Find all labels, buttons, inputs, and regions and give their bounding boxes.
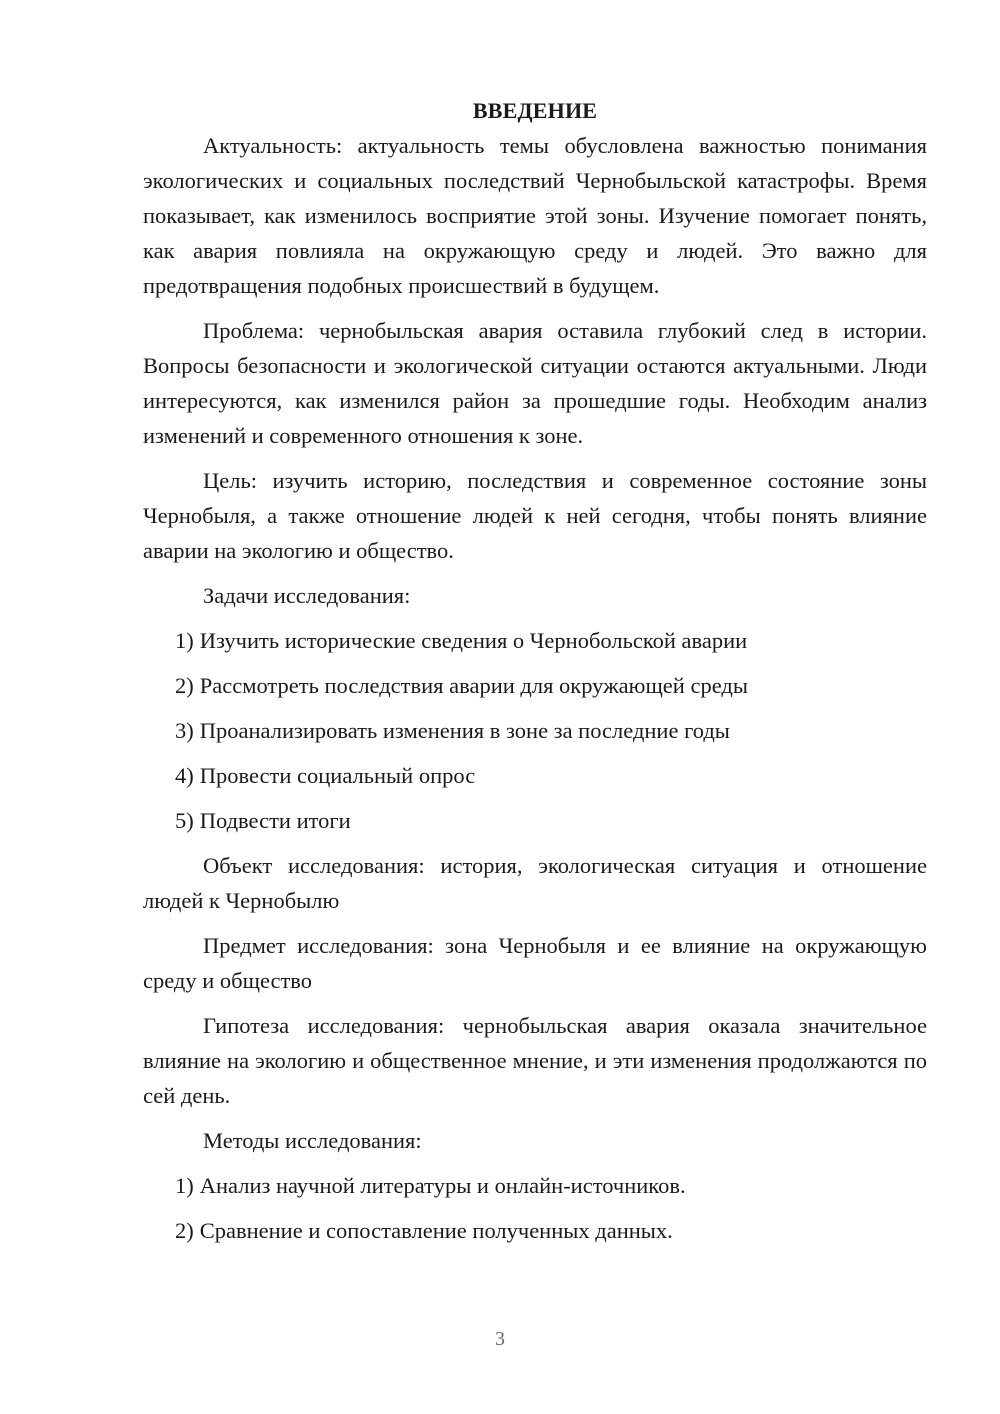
hypothesis-paragraph: Гипотеза исследования: чернобыльская авария оказала значительное влияние на экологию и общественное мнение, и эти изменения продолжаются по сей день. xyxy=(143,1013,927,1108)
list-item xyxy=(175,713,927,748)
list-item-text: Изучить исторические сведения о Чернобольской аварии xyxy=(199,628,748,653)
list-item-text: Сравнение и сопоставление полученных данных. xyxy=(199,1218,673,1243)
list-item-text: Анализ научной литературы и онлайн-источников. xyxy=(199,1173,686,1198)
list-item xyxy=(175,803,927,838)
problem-paragraph: Проблема: чернобыльская авария оставила глубокий след в истории. Вопросы безопасности и экологической ситуации остаются актуальными. Люди интересуются, как изменился район за прошедшие годы. Необходим анализ изменений и современного отношения к зоне. xyxy=(143,318,927,448)
relevance-paragraph: Актуальность: актуальность темы обусловлена важностью понимания экологических и социальных последствий Чернобыльской катастрофы. Время показывает, как изменилось восприятие этой зоны. Изучение помогает понять, как авария повлияла на окружающую среду и людей. Это важно для предотвращения подобных происшествий в будущем. xyxy=(143,133,927,298)
object-paragraph: Объект исследования: история, экологическая ситуация и отношение людей к Чернобылю xyxy=(143,853,927,913)
list-item xyxy=(175,668,927,703)
list-item-text: Провести социальный опрос xyxy=(199,763,476,788)
goal-paragraph: Цель: изучить историю, последствия и современное состояние зоны Чернобыля, а также отношение людей к ней сегодня, чтобы понять влияние аварии на экологию и общество. xyxy=(143,468,927,563)
list-item xyxy=(175,758,927,793)
list-item xyxy=(175,623,927,658)
list-item-number: 2) xyxy=(175,673,194,698)
list-item-number: 2) xyxy=(175,1218,194,1243)
list-item-number: 3) xyxy=(175,718,194,743)
document-body xyxy=(143,93,927,1258)
list-item-number: 1) xyxy=(175,1173,194,1198)
section-title: ВВЕДЕНИЕ xyxy=(472,98,598,123)
list-item xyxy=(175,1168,927,1203)
methods-list xyxy=(143,1168,927,1248)
methods-heading: Методы исследования: xyxy=(203,1128,422,1153)
list-item xyxy=(175,1213,927,1248)
subject-paragraph: Предмет исследования: зона Чернобыля и ее влияние на окружающую среду и общество xyxy=(143,933,927,993)
tasks-heading: Задачи исследования: xyxy=(203,583,411,608)
page-number: 3 xyxy=(495,1328,505,1350)
list-item-number: 5) xyxy=(175,808,194,833)
list-item-text: Рассмотреть последствия аварии для окружающей среды xyxy=(199,673,748,698)
tasks-list xyxy=(143,623,927,838)
list-item-text: Подвести итоги xyxy=(199,808,351,833)
list-item-number: 4) xyxy=(175,763,194,788)
list-item-number: 1) xyxy=(175,628,194,653)
list-item-text: Проанализировать изменения в зоне за последние годы xyxy=(199,718,730,743)
